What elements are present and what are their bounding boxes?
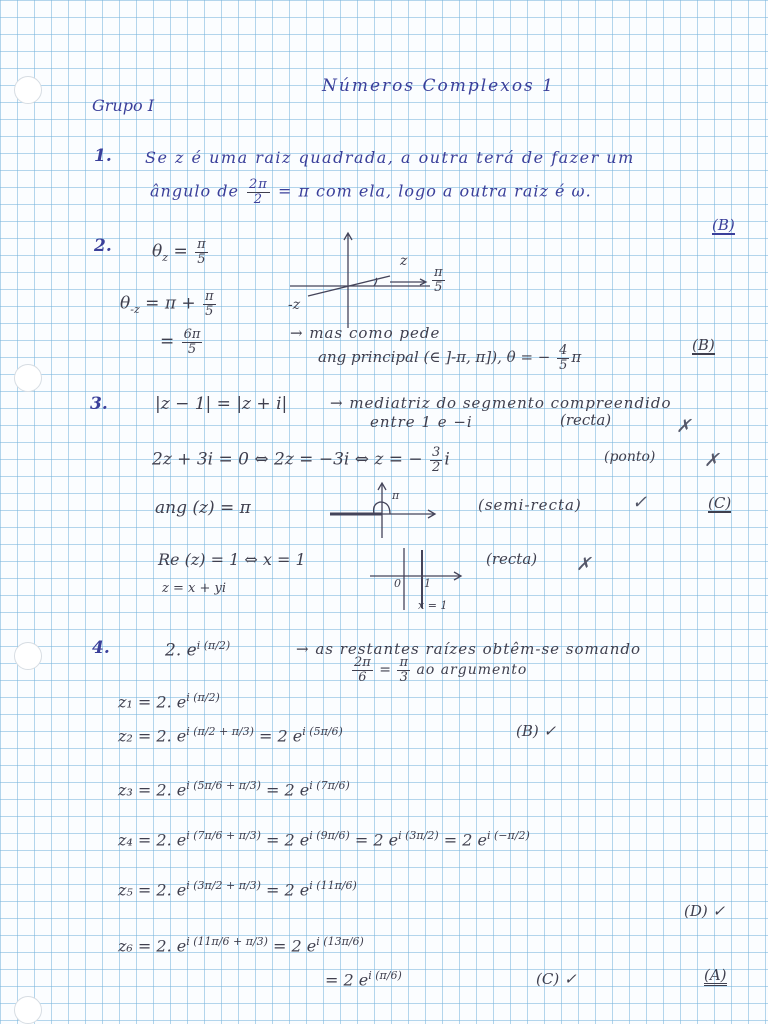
q4-z1-exp: i (π/2) [186, 691, 220, 704]
q4-z6-res2: i (π/6) [368, 969, 402, 982]
q1-frac-num: 2π [249, 177, 268, 192]
q4-z5-res: i (11π/6) [309, 879, 357, 892]
q1-conclusion: = π com ela, logo a outra raiz é ω. [277, 181, 592, 201]
q3-graph-zero: 0 [394, 577, 401, 590]
q3-eq1-note-1: → mediatriz do segmento compreendido [330, 394, 672, 412]
q1-answer: (B) [712, 216, 735, 234]
binder-hole [14, 996, 42, 1024]
q4-z4-res2: i (3π/2) [398, 829, 439, 842]
q3-eq1-recta: (recta) [560, 411, 612, 429]
q4-z6 [118, 936, 364, 954]
q2-six-pi-frac [182, 328, 203, 356]
q4-note-tail: ao argumento [416, 662, 528, 679]
q4-z3-res: i (7π/6) [309, 779, 350, 792]
binder-hole [14, 642, 42, 670]
q4-z3 [118, 780, 350, 798]
q4-z4-base: z₄ = 2. e [118, 830, 187, 850]
q3-eq4-note: (recta) [486, 550, 538, 568]
q3-equation-1: |z − 1| = |z + i| [155, 394, 288, 414]
q4-z2-base: z₂ = 2. e [118, 726, 187, 746]
q2-graph-pi5-den: 5 [434, 279, 443, 295]
q3-mark-4: ✗ [576, 554, 592, 575]
q3-z-definition: z = x + yi [162, 581, 226, 596]
q4-z4-res3: i (−π/2) [486, 829, 530, 842]
q4-note-eq: = [379, 662, 392, 679]
q2-graph-pi5-num: π [434, 265, 443, 280]
q3-equation-3: ang (z) = π [155, 498, 251, 518]
q4-c-answer: (C) ✓ [536, 970, 577, 988]
q3-three-halves [430, 446, 442, 474]
q2-complex-plane-sketch [290, 230, 443, 330]
q2-pi-over-5 [195, 238, 208, 266]
q3-eq2-i: i [444, 449, 450, 470]
question-number-2: 2. [94, 236, 112, 256]
q4-z6-res: i (13π/6) [316, 935, 364, 948]
q4-z6-mid2: = 2 e [325, 970, 369, 990]
q3-mark-3: ✓ [632, 492, 648, 513]
q4-z4-exp: i (7π/6 + π/3) [186, 829, 261, 842]
q3-graph-pi: π [392, 489, 400, 502]
q2-eq3: = [160, 331, 175, 352]
q4-z3-mid: = 2 e [266, 780, 310, 800]
q2-graph-mz-label: -z [288, 297, 301, 313]
q3-three-num: 3 [432, 445, 441, 460]
q4-note-three: 3 [399, 669, 408, 685]
q4-z2-exp: i (π/2 + π/3) [186, 725, 254, 738]
q4-z3-base: z₃ = 2. e [118, 780, 187, 800]
q3-eq2-note: (ponto) [604, 449, 656, 465]
q4-z3-exp: i (5π/6 + π/3) [186, 779, 261, 792]
q1-frac-den: 2 [253, 191, 264, 207]
q2-six-pi-den: 5 [187, 341, 197, 357]
group-label: Grupo I [92, 96, 155, 115]
q4-pi-over-3 [397, 656, 410, 684]
q2-note-text: ang principal (∈ ]-π, π]), θ = − [318, 348, 551, 367]
q4-z6-line-2 [325, 970, 402, 988]
q2-pi5b-den: 5 [205, 303, 214, 319]
q2-pi5-num: π [197, 237, 206, 252]
q4-z2-res: i (5π/6) [302, 725, 343, 738]
q2-four-num: 4 [559, 343, 568, 358]
q4-lead-exp: i (π/2) [196, 639, 231, 652]
q4-z5 [118, 880, 357, 898]
binder-hole [14, 364, 42, 392]
q2-six-pi-num: 6π [183, 327, 201, 342]
q4-d-answer: (D) ✓ [684, 902, 726, 920]
q2-note-line-2 [318, 344, 581, 372]
q4-z1 [118, 692, 220, 710]
q3-equation-4: Re (z) = 1 ⇔ x = 1 [158, 550, 306, 569]
question-number-4: 4. [92, 638, 110, 658]
q4-z4-mid: = 2 e [266, 830, 310, 850]
q3-eq3-note: (semi-recta) [478, 496, 582, 514]
q4-z6-exp: i (11π/6 + π/3) [186, 935, 268, 948]
q4-z5-base: z₅ = 2. e [118, 880, 187, 900]
q2-theta-symbol: θ [152, 241, 163, 262]
question-number-3: 3. [90, 394, 108, 414]
q4-z5-exp: i (3π/2 + π/3) [186, 879, 261, 892]
q3-graph-x1: x = 1 [418, 599, 448, 612]
q2-graph-pi5-frac [432, 266, 445, 294]
q4-note-line-2 [350, 656, 527, 684]
q4-z6-mid: = 2 e [273, 936, 317, 956]
q3-eq2-text: 2z + 3i = 0 ⇔ 2z = −3i ⇔ z = − [152, 449, 423, 470]
q2-graph-pi5 [430, 266, 447, 294]
q4-z4 [118, 830, 530, 848]
q4-note-den: 6 [358, 669, 367, 685]
q4-z4-res: i (9π/6) [309, 829, 350, 842]
q4-z5-mid: = 2 e [266, 880, 310, 900]
q1-line-2 [150, 178, 592, 206]
q3-equation-2 [152, 446, 450, 474]
q2-four-fifths [557, 344, 569, 372]
q3-three-den: 2 [432, 459, 441, 475]
q4-z2-mid: = 2 e [259, 726, 303, 746]
q4-final-answer: (A) [704, 966, 727, 984]
q2-theta-z-eq: = [173, 241, 188, 262]
q4-note-num: 2π [354, 655, 371, 670]
q2-graph-z-label: z [400, 253, 408, 269]
q4-note-pi: π [399, 655, 409, 670]
q4-two-pi-over-6 [352, 656, 373, 684]
q3-mark-1: ✗ [676, 416, 692, 437]
q3-answer: (C) [708, 494, 732, 512]
q2-answer: (B) [692, 336, 715, 354]
q1-fraction [247, 178, 270, 206]
binder-hole [14, 76, 42, 104]
q4-z1-base: z₁ = 2. e [118, 692, 187, 712]
q1-line-1: Se z é uma raiz quadrada, a outra terá de fazer um [145, 148, 635, 167]
q2-theta-z-sub: z [162, 251, 169, 265]
q2-theta-mz-eq: = π + [145, 293, 196, 314]
q4-z4-mid3: = 2 e [443, 830, 487, 850]
q4-note-line-1: → as restantes raízes obtêm-se somando [296, 640, 642, 658]
q2-pi-over-5-b [203, 290, 216, 318]
q2-note-line-1: → mas como pede [290, 324, 441, 342]
q4-z2-answer: (B) ✓ [516, 722, 557, 740]
q2-six-pi-over-5 [160, 328, 204, 356]
q4-z2 [118, 726, 343, 744]
q1-angle-text: ângulo de [150, 181, 239, 201]
q2-theta-minus-z [120, 290, 218, 318]
q4-lead [165, 640, 230, 660]
q4-z4-mid2: = 2 e [354, 830, 399, 850]
q2-four-den: 5 [559, 357, 568, 373]
page-title: Números Complexos 1 [322, 76, 556, 96]
q2-theta-z [152, 238, 210, 266]
q3-eq1-note-2: entre 1 e −i [370, 413, 473, 431]
q2-pi-after: π [571, 348, 582, 367]
q2-pi5-den: 5 [197, 251, 206, 267]
q2-pi5b-num: π [205, 289, 214, 304]
q2-theta-symbol-2: θ [120, 293, 131, 314]
q4-z6-base: z₆ = 2. e [118, 936, 187, 956]
q2-theta-mz-sub: -z [130, 303, 140, 317]
q4-lead-base: 2. e [165, 640, 197, 661]
question-number-1: 1. [94, 146, 112, 166]
q3-half-line-sketch [330, 480, 440, 540]
q3-mark-2: ✗ [704, 450, 720, 471]
q3-graph-one: 1 [424, 577, 431, 590]
